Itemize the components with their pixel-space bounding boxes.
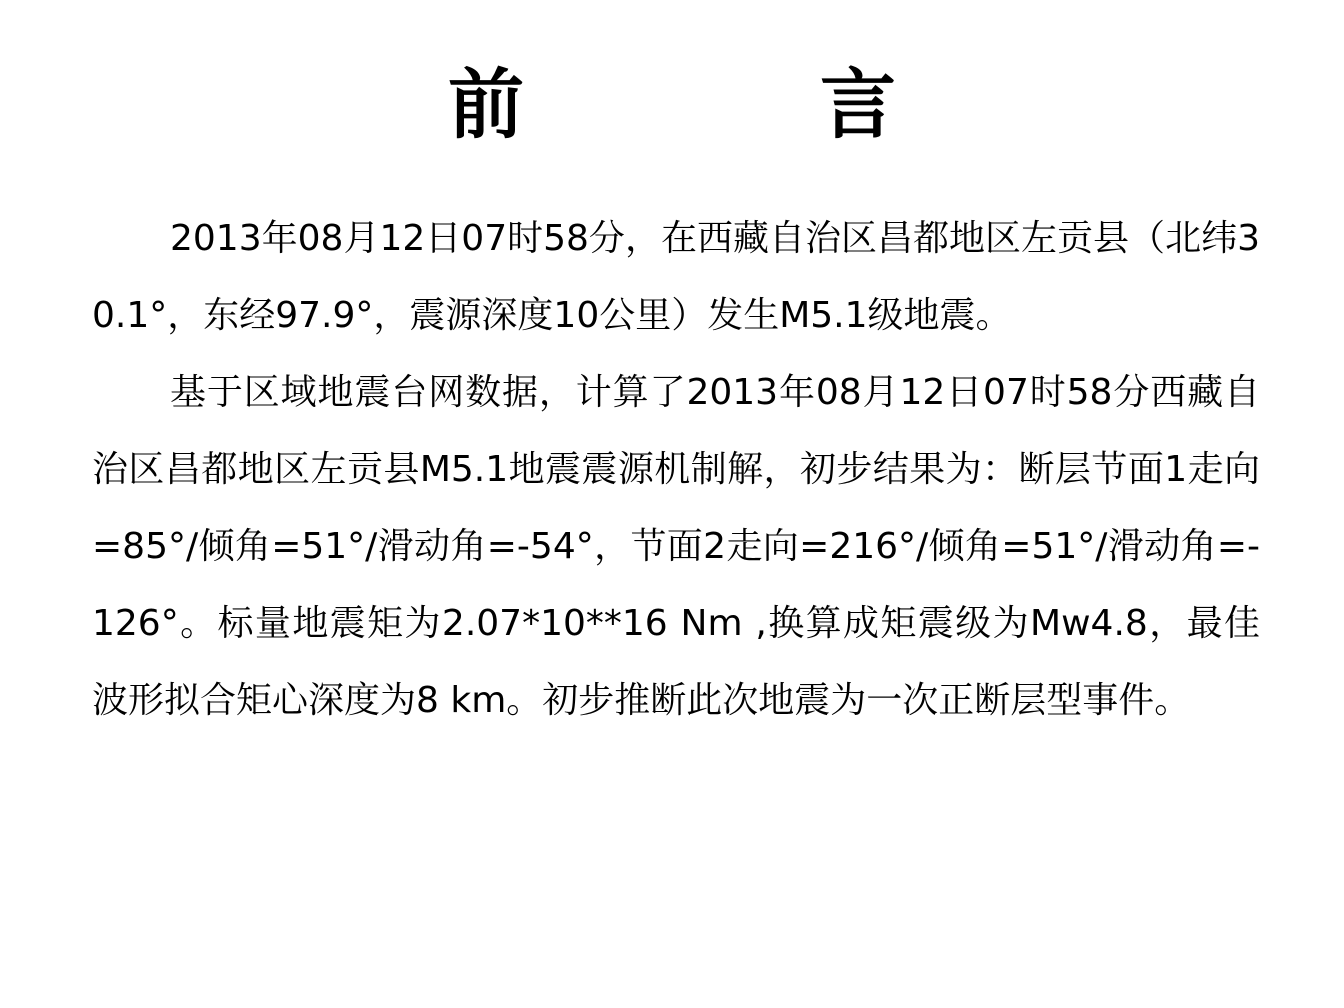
paragraph-earthquake-summary: 2013年08月12日07时58分，在西藏自治区昌都地区左贡县（北纬30.1°，东经97.9°，震源深度10公里）发生M5.1级地震。 xyxy=(92,218,1260,336)
page-title: 前 言 xyxy=(448,60,1006,149)
paragraph-focal-mechanism: 基于区域地震台网数据，计算了2013年08月12日07时58分西藏自治区昌都地区左贡县M5.1地震震源机制解，初步结果为：断层节面1走向=85°/倾角=51°/滑动角=-54°，节面2走向=216°/倾角=51°/滑动角=-126°。标量地震矩为2.07*10**16 Nm ,换算成矩震级为Mw4.8，最佳波形拟合矩心深度为8 km。初步推断此次地震为一次正断层型事件。 xyxy=(92,372,1260,721)
document-body xyxy=(92,200,1260,739)
